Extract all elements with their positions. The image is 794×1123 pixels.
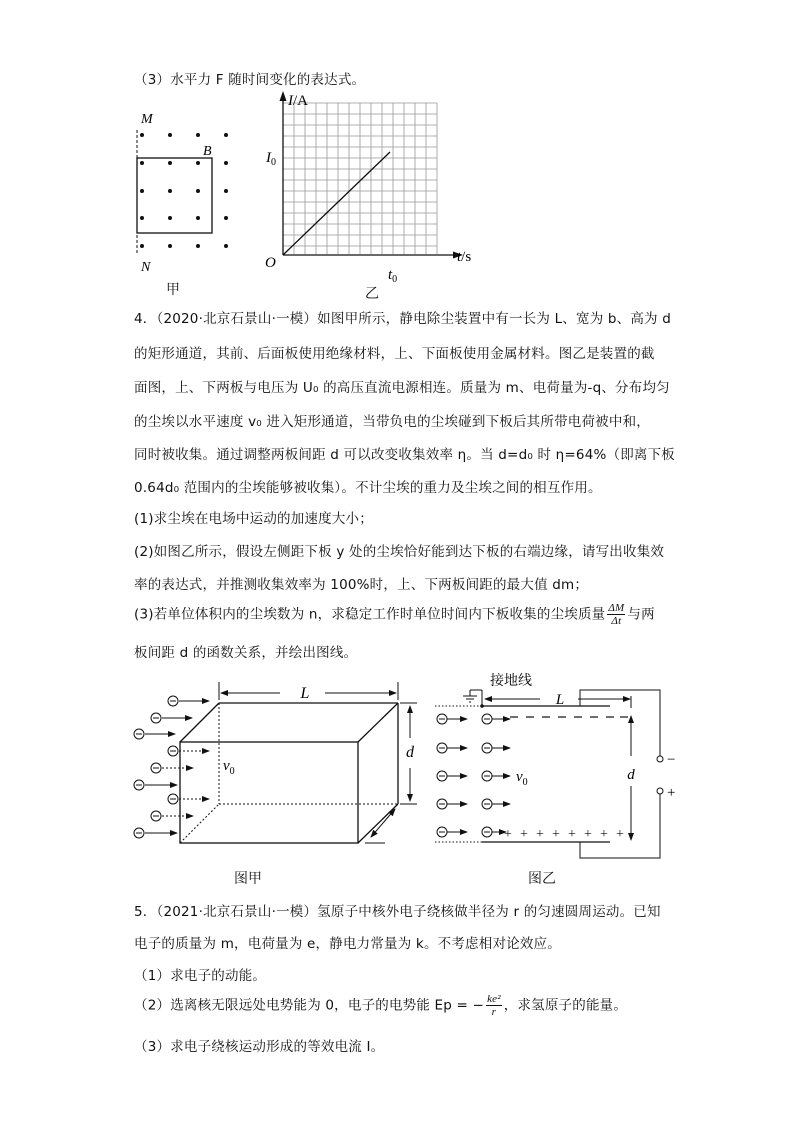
svg-text:+: +	[568, 827, 576, 842]
problem-4-line-2: 面图，上、下两板与电压为 U₀ 的高压直流电源相连。质量为 m、电荷量为-q、分布均匀	[134, 380, 670, 396]
ground-wire-label: 接地线	[490, 673, 532, 689]
figure-jia-caption: 甲	[166, 282, 180, 298]
svg-text:+: +	[600, 827, 608, 842]
label-v0: $v_0$	[223, 758, 235, 777]
x-tick-t0: $t_0$	[388, 267, 398, 285]
sub-3-text-a: (3)若单位体积内的尘埃数为 n，求稳定工作时单位时间内下板收集的尘埃质量	[134, 606, 606, 623]
x-axis-label: t/s	[457, 249, 472, 265]
problem-4-line-1: 的矩形通道，其前、后面板使用绝缘材料，上、下面板使用金属材料。图乙是装置的截	[134, 346, 655, 362]
label-N: N	[141, 260, 151, 275]
label-v0: $v_0$	[516, 769, 528, 788]
figure-yi-current-time-graph	[260, 93, 480, 285]
sub-2-text-b: ，求氢原子的能量。	[503, 997, 628, 1014]
problem-5-sub-1: （1）求电子的动能。	[134, 968, 267, 984]
svg-text:+: +	[584, 827, 592, 842]
question-3-part-3: （3）水平力 F 随时间变化的表达式。	[134, 72, 366, 88]
svg-text:+: +	[616, 827, 624, 842]
problem-4-line-5: 0.64d₀ 范围内的尘埃能够被收集）。不计尘埃的重力及尘埃之间的相互作用。	[134, 480, 602, 496]
y-tick-I0: $I_0$	[266, 150, 276, 168]
problem-5-sub-2	[134, 993, 627, 1018]
figure-tujia-channel-3d	[125, 670, 425, 855]
problem-4-header: 4．（2020·北京石景山·一模）如图甲所示，静电除尘装置中有一长为 L、宽为 b、高为 d	[134, 311, 672, 327]
svg-text:+: +	[520, 827, 528, 842]
problem-4-sub-2-line-1: (2)如图乙所示，假设左侧距下板 y 处的尘埃恰好能到达下板的右端边缘，请写出收集效	[134, 544, 665, 560]
label-L: L	[300, 685, 310, 702]
figure-yi-caption: 乙	[365, 286, 379, 302]
problem-4-line-3: 的尘埃以水平速度 v₀ 进入矩形通道，当带负电的尘埃碰到下板后其所带电荷被中和，	[134, 414, 650, 430]
positive-charges	[504, 827, 624, 842]
problem-5-header: 5．（2021·北京石景山·一模）氢原子中核外电子绕核做半径为 r 的匀速圆周运动。已知	[134, 904, 661, 920]
sub-3-text-b: 与两	[627, 606, 655, 623]
problem-5-sub-3: （3）求电子绕核运动形成的等效电流 I。	[134, 1039, 385, 1055]
figure-jia-magnetic-field	[125, 105, 245, 300]
problem-4-sub-3-line-1	[134, 602, 655, 627]
svg-text:+: +	[536, 827, 544, 842]
current-line	[283, 152, 390, 255]
figure-tuyi-cross-section	[430, 668, 700, 868]
terminal-minus: −	[667, 752, 676, 768]
figure-tuyi-caption: 图乙	[528, 871, 556, 887]
problem-4-line-4: 同时被收集。通过调整两板间距 d 可以改变收集效率 η。当 d=d₀ 时 η=64%（即离下板	[134, 447, 676, 463]
problem-4-sub-3-line-2: 板间距 d 的函数关系，并绘出图线。	[134, 645, 358, 661]
label-d: d	[627, 767, 635, 783]
sub-2-text-a: （2）选离核无限远处电势能为 0，电子的电势能 Ep = −	[134, 997, 485, 1014]
delta-m-over-delta-t: $\frac{\Delta M}{\Delta t}$	[608, 602, 625, 627]
terminal-plus: +	[667, 785, 676, 801]
y-axis-label: I/A	[288, 93, 308, 109]
svg-text:+: +	[552, 827, 560, 842]
label-B: B	[203, 144, 212, 159]
origin-label: O	[265, 255, 276, 271]
label-M: M	[141, 112, 153, 127]
figure-tujia-caption: 图甲	[234, 871, 262, 887]
problem-5-line-2: 电子的质量为 m，电荷量为 e，静电力常量为 k。不考虑相对论效应。	[134, 936, 561, 952]
problem-4-sub-2-line-2: 率的表达式，并推测收集效率为 100%时，上、下两板间距的最大值 dm；	[134, 577, 589, 593]
ke2-over-r: $\frac{\text{ke²}}{r}$	[487, 993, 501, 1018]
svg-text:+: +	[504, 827, 512, 842]
label-d: d	[406, 744, 414, 761]
problem-4-sub-1: (1)求尘埃在电场中运动的加速度大小；	[134, 511, 373, 527]
label-L: L	[555, 692, 565, 708]
